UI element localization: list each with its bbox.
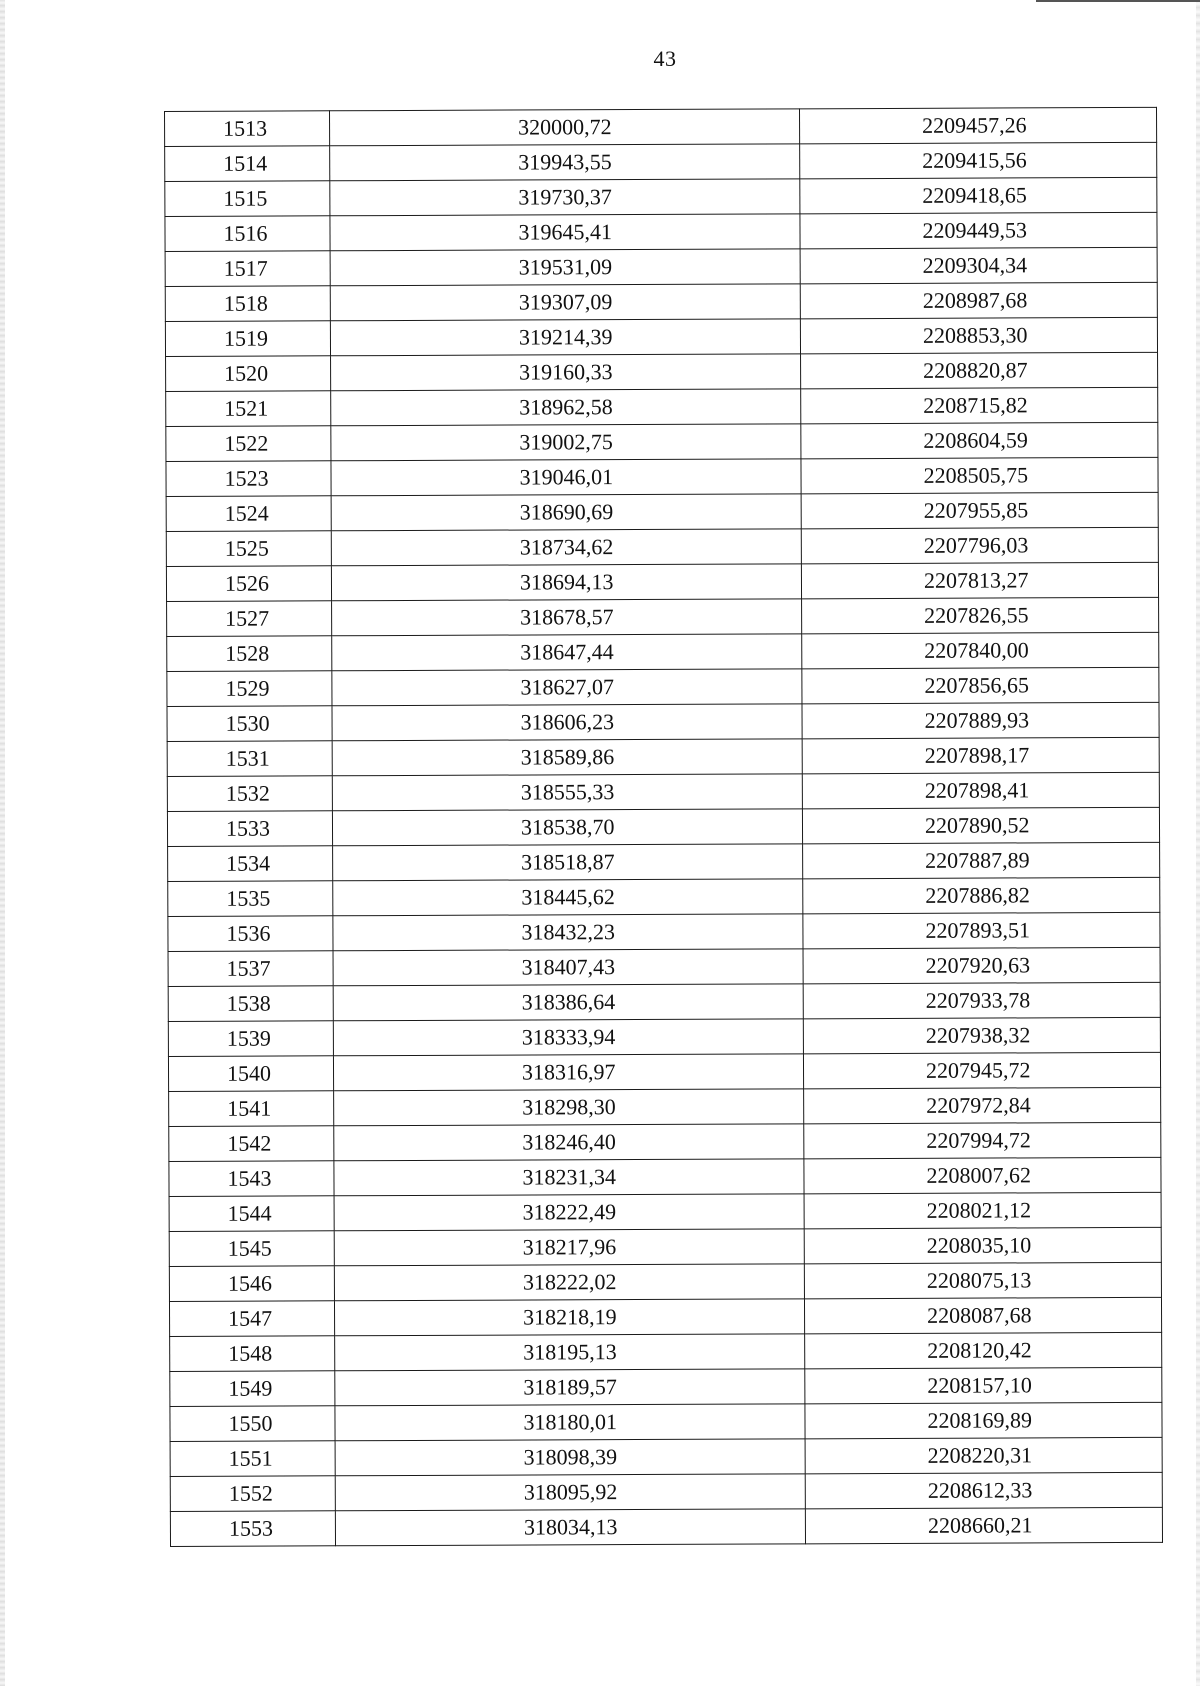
y-coordinate-cell: 2207972,84	[804, 1087, 1161, 1123]
x-coordinate-cell: 318222,02	[334, 1264, 804, 1301]
point-number-cell: 1550	[170, 1406, 335, 1442]
table-row	[167, 807, 1159, 846]
x-coordinate-cell: 318246,40	[334, 1124, 804, 1161]
point-number-cell: 1526	[166, 566, 331, 602]
x-coordinate-cell: 318694,13	[331, 564, 801, 601]
x-coordinate-cell: 318538,70	[332, 809, 802, 846]
table-row	[165, 247, 1157, 286]
coordinates-table-body	[165, 107, 1163, 1546]
table-row	[165, 107, 1157, 146]
point-number-cell: 1539	[168, 1021, 333, 1057]
y-coordinate-cell: 2208612,33	[805, 1472, 1162, 1508]
coordinates-table	[164, 107, 1163, 1547]
point-number-cell: 1521	[166, 391, 331, 427]
x-coordinate-cell: 319002,75	[331, 424, 801, 461]
scan-right-edge	[1196, 0, 1200, 1686]
x-coordinate-cell: 318445,62	[333, 879, 803, 916]
x-coordinate-cell: 318098,39	[335, 1439, 805, 1476]
y-coordinate-cell: 2208157,10	[805, 1367, 1162, 1403]
x-coordinate-cell: 318180,01	[335, 1404, 805, 1441]
table-row	[169, 1122, 1161, 1161]
y-coordinate-cell: 2208087,68	[804, 1297, 1161, 1333]
y-coordinate-cell: 2209304,34	[800, 247, 1157, 283]
point-number-cell: 1544	[169, 1196, 334, 1232]
point-number-cell: 1540	[168, 1056, 333, 1092]
y-coordinate-cell: 2208987,68	[800, 282, 1157, 318]
point-number-cell: 1514	[165, 146, 330, 182]
x-coordinate-cell: 319160,33	[331, 354, 801, 391]
x-coordinate-cell: 318386,64	[333, 984, 803, 1021]
x-coordinate-cell: 318678,57	[332, 599, 802, 636]
table-row	[165, 177, 1157, 216]
table-row	[170, 1437, 1162, 1476]
table-row	[167, 702, 1159, 741]
table-row	[168, 842, 1160, 881]
x-coordinate-cell: 318298,30	[334, 1089, 804, 1126]
table-row	[169, 1157, 1161, 1196]
y-coordinate-cell: 2207955,85	[801, 492, 1158, 528]
x-coordinate-cell: 318627,07	[332, 669, 802, 706]
y-coordinate-cell: 2208120,42	[805, 1332, 1162, 1368]
y-coordinate-cell: 2207920,63	[803, 947, 1160, 983]
point-number-cell: 1547	[169, 1301, 334, 1337]
y-coordinate-cell: 2207933,78	[803, 982, 1160, 1018]
table-row	[168, 982, 1160, 1021]
x-coordinate-cell: 320000,72	[330, 109, 800, 146]
point-number-cell: 1527	[167, 601, 332, 637]
point-number-cell: 1522	[166, 426, 331, 462]
table-row	[168, 1052, 1160, 1091]
table-row	[167, 772, 1159, 811]
table-row	[170, 1472, 1162, 1511]
table-row	[166, 527, 1158, 566]
x-coordinate-cell: 318189,57	[335, 1369, 805, 1406]
y-coordinate-cell: 2209449,53	[800, 212, 1157, 248]
y-coordinate-cell: 2207887,89	[803, 842, 1160, 878]
y-coordinate-cell: 2207893,51	[803, 912, 1160, 948]
point-number-cell: 1519	[165, 321, 330, 357]
table-row	[167, 737, 1159, 776]
y-coordinate-cell: 2207994,72	[804, 1122, 1161, 1158]
point-number-cell: 1516	[165, 216, 330, 252]
table-row	[169, 1297, 1161, 1336]
x-coordinate-cell: 318734,62	[331, 529, 801, 566]
x-coordinate-cell: 318217,96	[334, 1229, 804, 1266]
y-coordinate-cell: 2207890,52	[802, 807, 1159, 843]
table-row	[168, 877, 1160, 916]
x-coordinate-cell: 318218,19	[334, 1299, 804, 1336]
y-coordinate-cell: 2208035,10	[804, 1227, 1161, 1263]
y-coordinate-cell: 2208604,59	[801, 422, 1158, 458]
x-coordinate-cell: 319730,37	[330, 179, 800, 216]
table-row	[168, 1017, 1160, 1056]
point-number-cell: 1552	[170, 1476, 335, 1512]
point-number-cell: 1541	[169, 1091, 334, 1127]
point-number-cell: 1546	[169, 1266, 334, 1302]
y-coordinate-cell: 2208660,21	[805, 1507, 1162, 1543]
table-row	[168, 947, 1160, 986]
y-coordinate-cell: 2208220,31	[805, 1437, 1162, 1473]
point-number-cell: 1545	[169, 1231, 334, 1267]
y-coordinate-cell: 2208021,12	[804, 1192, 1161, 1228]
y-coordinate-cell: 2209457,26	[799, 107, 1156, 143]
y-coordinate-cell: 2209415,56	[800, 142, 1157, 178]
y-coordinate-cell: 2207889,93	[802, 702, 1159, 738]
table-row	[165, 317, 1157, 356]
point-number-cell: 1515	[165, 181, 330, 217]
table-row	[166, 562, 1158, 601]
point-number-cell: 1536	[168, 916, 333, 952]
top-edge-rule	[1036, 0, 1200, 2]
table-row	[169, 1262, 1161, 1301]
page-number: 43	[653, 46, 677, 71]
point-number-cell: 1523	[166, 461, 331, 497]
point-number-cell: 1532	[167, 776, 332, 812]
table-row	[169, 1192, 1161, 1231]
table-row	[165, 212, 1157, 251]
point-number-cell: 1528	[167, 636, 332, 672]
point-number-cell: 1529	[167, 671, 332, 707]
table-row	[166, 492, 1158, 531]
table-row	[166, 457, 1158, 496]
x-coordinate-cell: 319046,01	[331, 459, 801, 496]
table-row	[165, 142, 1157, 181]
point-number-cell: 1553	[170, 1511, 335, 1547]
point-number-cell: 1518	[165, 286, 330, 322]
point-number-cell: 1551	[170, 1441, 335, 1477]
y-coordinate-cell: 2207938,32	[803, 1017, 1160, 1053]
table-row	[167, 667, 1159, 706]
table-row	[166, 352, 1158, 391]
table-row	[170, 1402, 1162, 1441]
y-coordinate-cell: 2208853,30	[800, 317, 1157, 353]
x-coordinate-cell: 319214,39	[330, 319, 800, 356]
x-coordinate-cell: 318555,33	[332, 774, 802, 811]
x-coordinate-cell: 318432,23	[333, 914, 803, 951]
x-coordinate-cell: 318690,69	[331, 494, 801, 531]
point-number-cell: 1534	[168, 846, 333, 882]
point-number-cell: 1530	[167, 706, 332, 742]
table-row	[166, 422, 1158, 461]
x-coordinate-cell: 318589,86	[332, 739, 802, 776]
x-coordinate-cell: 318095,92	[335, 1474, 805, 1511]
y-coordinate-cell: 2207813,27	[801, 562, 1158, 598]
y-coordinate-cell: 2208715,82	[801, 387, 1158, 423]
x-coordinate-cell: 318333,94	[333, 1019, 803, 1056]
x-coordinate-cell: 318034,13	[335, 1509, 805, 1546]
x-coordinate-cell: 318962,58	[331, 389, 801, 426]
point-number-cell: 1543	[169, 1161, 334, 1197]
y-coordinate-cell: 2208820,87	[801, 352, 1158, 388]
table-row	[168, 912, 1160, 951]
table-row	[166, 387, 1158, 426]
y-coordinate-cell: 2207826,55	[802, 597, 1159, 633]
point-number-cell: 1520	[166, 356, 331, 392]
point-number-cell: 1537	[168, 951, 333, 987]
x-coordinate-cell: 319531,09	[330, 249, 800, 286]
table-row	[169, 1227, 1161, 1266]
y-coordinate-cell: 2207796,03	[801, 527, 1158, 563]
point-number-cell: 1524	[166, 496, 331, 532]
x-coordinate-cell: 319943,55	[330, 144, 800, 181]
point-number-cell: 1542	[169, 1126, 334, 1162]
table-row	[167, 632, 1159, 671]
table-row	[165, 282, 1157, 321]
y-coordinate-cell: 2207856,65	[802, 667, 1159, 703]
x-coordinate-cell: 319307,09	[330, 284, 800, 321]
y-coordinate-cell: 2207945,72	[803, 1052, 1160, 1088]
x-coordinate-cell: 318222,49	[334, 1194, 804, 1231]
point-number-cell: 1517	[165, 251, 330, 287]
point-number-cell: 1548	[170, 1336, 335, 1372]
y-coordinate-cell: 2208505,75	[801, 457, 1158, 493]
y-coordinate-cell: 2207840,00	[802, 632, 1159, 668]
point-number-cell: 1531	[167, 741, 332, 777]
table-row	[167, 597, 1159, 636]
point-number-cell: 1513	[165, 111, 330, 147]
y-coordinate-cell: 2207898,41	[802, 772, 1159, 808]
point-number-cell: 1538	[168, 986, 333, 1022]
y-coordinate-cell: 2208169,89	[805, 1402, 1162, 1438]
table-row	[170, 1367, 1162, 1406]
x-coordinate-cell: 318518,87	[333, 844, 803, 881]
x-coordinate-cell: 318195,13	[335, 1334, 805, 1371]
table-row	[170, 1332, 1162, 1371]
y-coordinate-cell: 2207898,17	[802, 737, 1159, 773]
table-row	[169, 1087, 1161, 1126]
x-coordinate-cell: 318407,43	[333, 949, 803, 986]
x-coordinate-cell: 318231,34	[334, 1159, 804, 1196]
y-coordinate-cell: 2207886,82	[803, 877, 1160, 913]
point-number-cell: 1533	[167, 811, 332, 847]
table-row	[170, 1507, 1162, 1546]
y-coordinate-cell: 2208075,13	[804, 1262, 1161, 1298]
point-number-cell: 1549	[170, 1371, 335, 1407]
x-coordinate-cell: 318606,23	[332, 704, 802, 741]
x-coordinate-cell: 318316,97	[333, 1054, 803, 1091]
x-coordinate-cell: 319645,41	[330, 214, 800, 251]
x-coordinate-cell: 318647,44	[332, 634, 802, 671]
y-coordinate-cell: 2209418,65	[800, 177, 1157, 213]
point-number-cell: 1525	[166, 531, 331, 567]
scan-left-edge	[0, 0, 5, 1686]
point-number-cell: 1535	[168, 881, 333, 917]
y-coordinate-cell: 2208007,62	[804, 1157, 1161, 1193]
